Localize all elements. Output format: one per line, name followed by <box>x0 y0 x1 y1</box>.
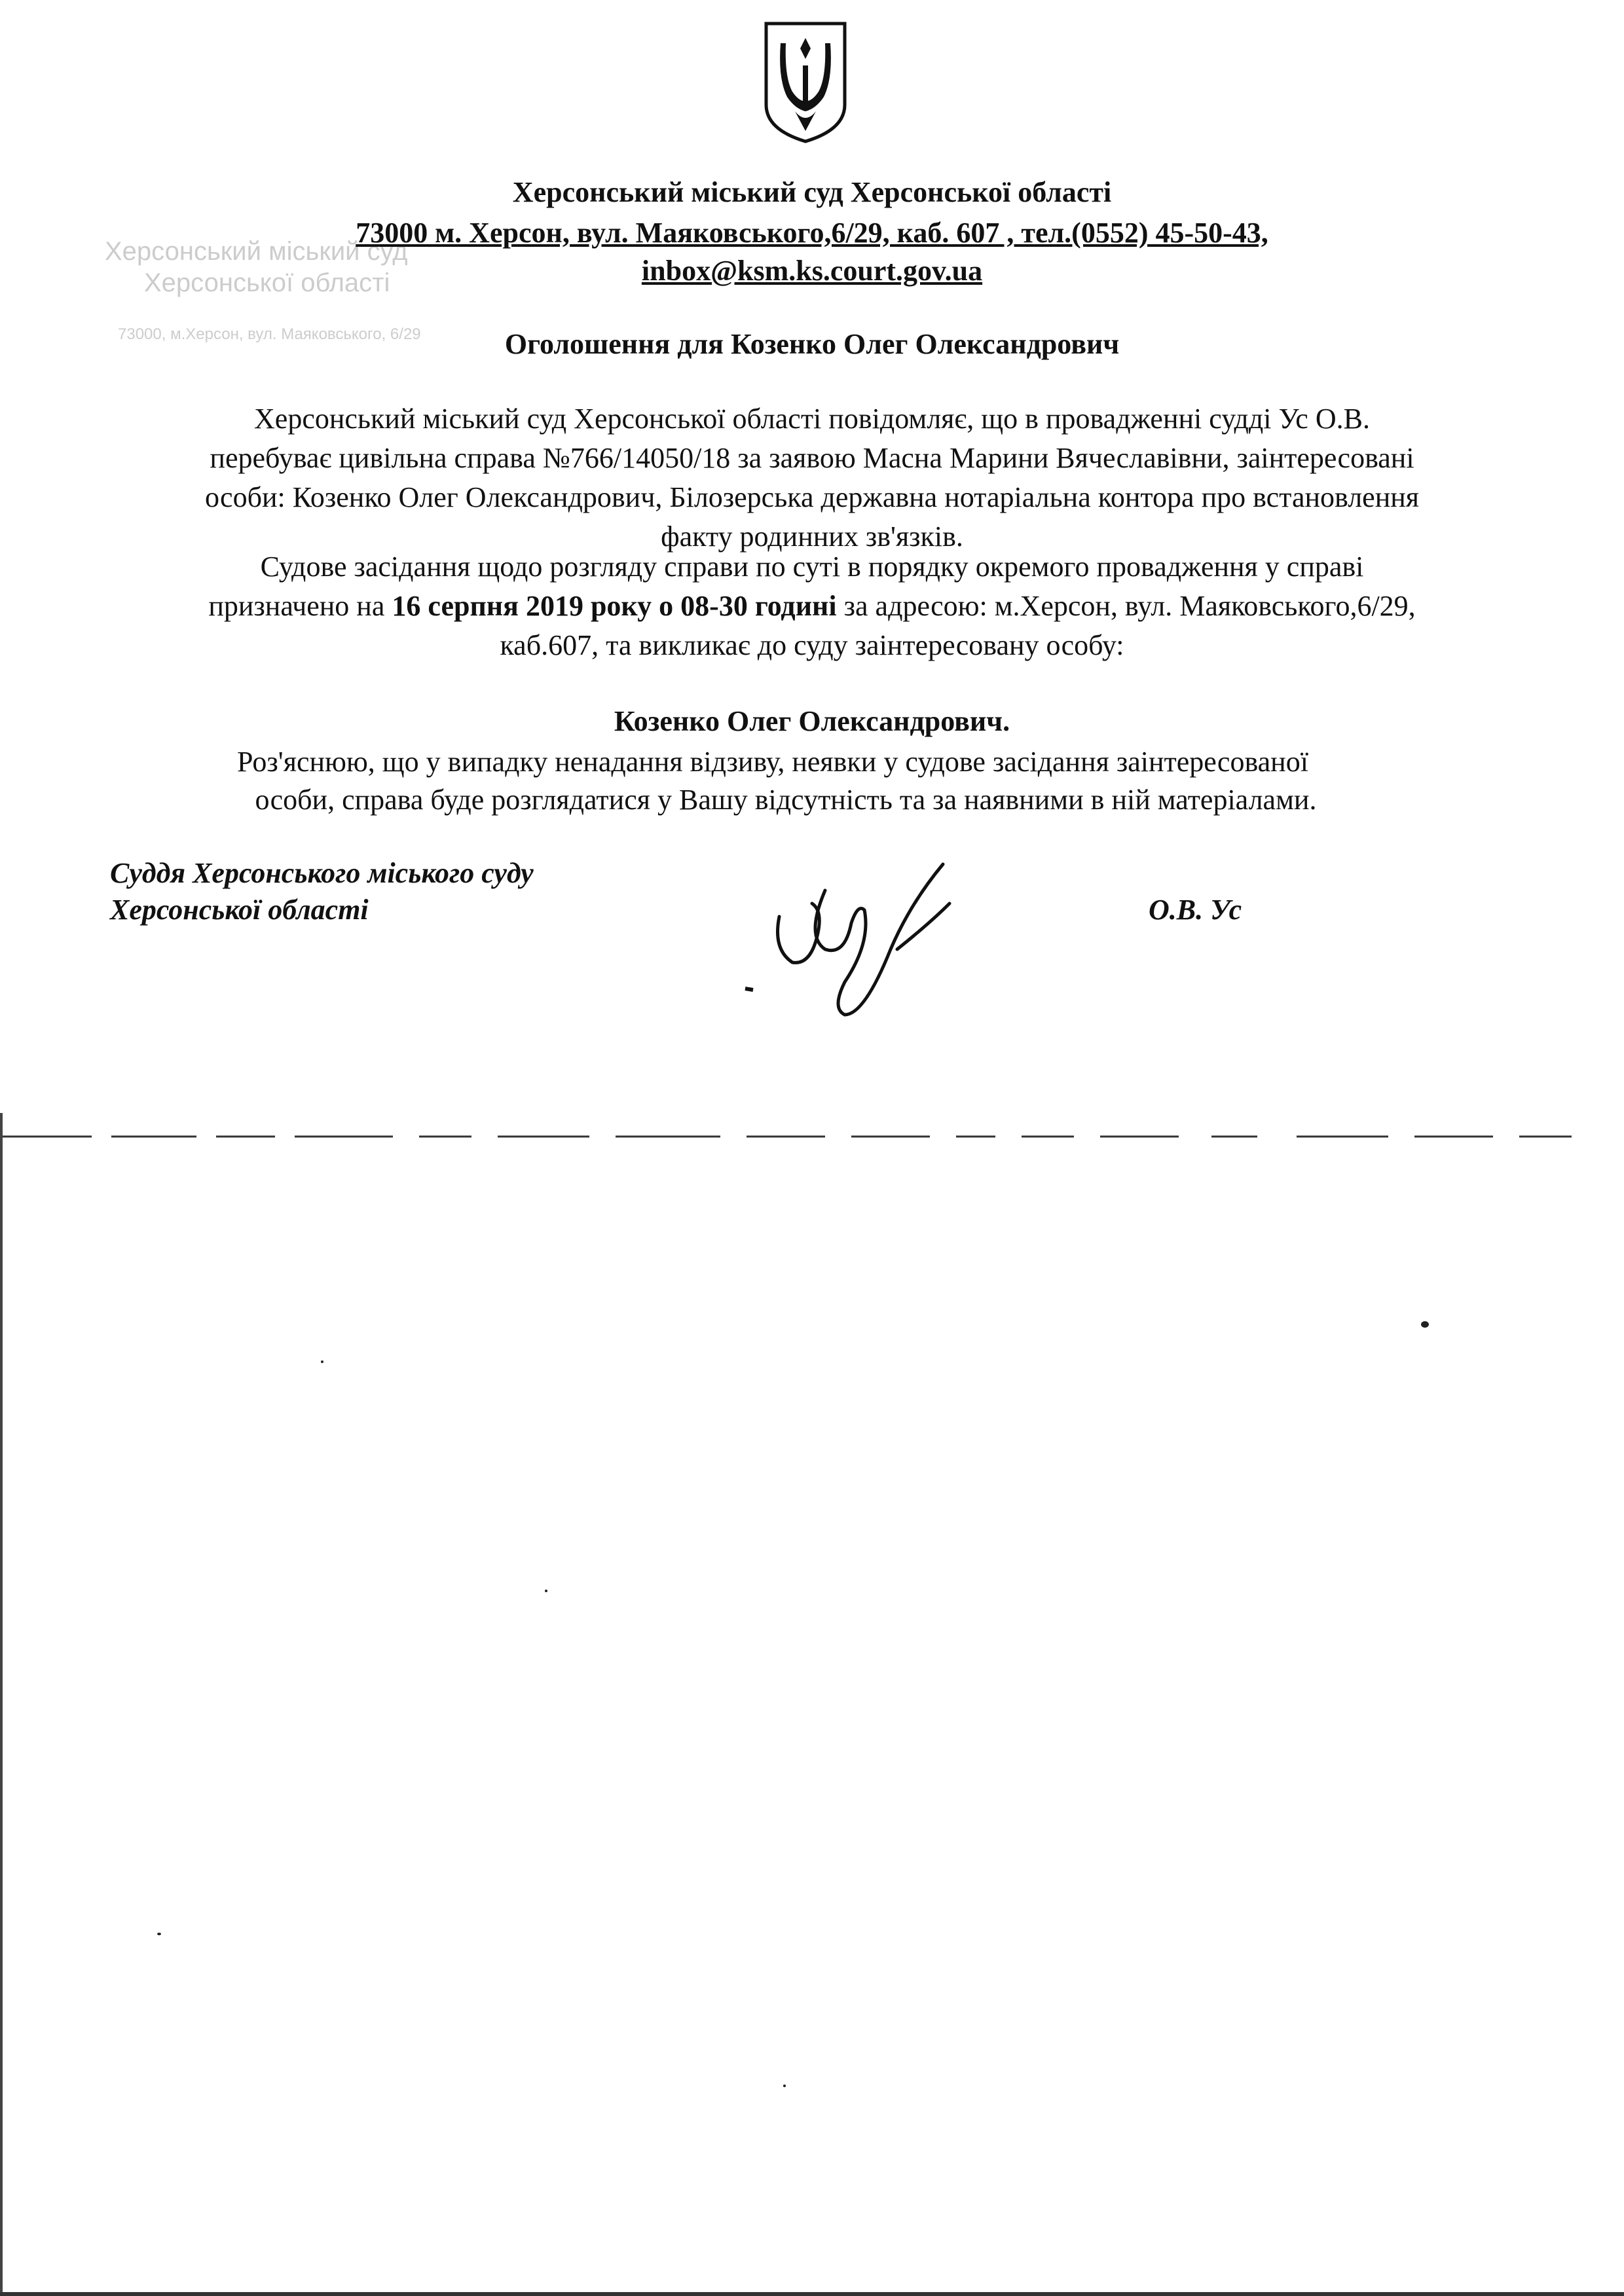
hearing-datetime: 16 серпня 2019 року о 08-30 годині <box>392 590 837 622</box>
court-email: inbox@ksm.ks.court.gov.ua <box>641 255 983 287</box>
explanation-line: Роз'яснюю, що у випадку ненадання відзиву, неявки у судове засідання заінтересованої <box>237 746 1308 778</box>
scan-speck <box>545 1590 547 1592</box>
notice-line: особи: Козенко Олег Олександрович, Білозерська державна нотаріальна контора про встановлення <box>204 481 1420 513</box>
notice-line: каб.607, та викликає до суду заінтересовану особу: <box>500 629 1124 661</box>
scan-bottom-edge <box>0 2292 1624 2296</box>
handwritten-signature <box>733 851 995 1034</box>
notice-line: Судове засідання щодо розгляду справи по суті в порядку окремого провадження у справі <box>260 551 1364 583</box>
notice-line: факту родинних зв'язків. <box>661 520 963 553</box>
notice-line: Херсонський міський суд Херсонської області повідомляє, що в провадженні судді Ус О.В. <box>254 403 1370 435</box>
stamp-line: 73000, м.Херсон, вул. Маяковського, 6/29 <box>118 325 421 343</box>
stamp-line: Херсонський міський суд <box>105 237 408 266</box>
court-name: Херсонський міський суд Херсонської області <box>512 176 1112 208</box>
summoned-person: Козенко Олег Олександрович. <box>614 705 1010 737</box>
judge-court: Херсонської області <box>110 894 369 926</box>
scan-speck <box>783 2085 786 2087</box>
judge-role: Суддя Херсонського міського суду <box>110 857 534 889</box>
scan-speck <box>321 1360 323 1363</box>
scan-left-edge <box>0 1113 3 2296</box>
stamp-line: Херсонської області <box>144 268 390 297</box>
judge-name: О.В. Ус <box>1149 894 1242 926</box>
notice-hearing-line <box>0 588 1624 625</box>
notice-line: перебуває цивільна справа №766/14050/18 за заявою Масна Марини Вячеславівни, заінтересовані <box>210 442 1414 474</box>
court-address: 73000 м. Херсон, вул. Маяковського,6/29, каб. 607 , тел.(0552) 45-50-43, <box>356 217 1268 249</box>
trident-emblem-icon <box>761 20 850 144</box>
notice-title: Оголошення для Козенко Олег Олександрович <box>504 328 1120 360</box>
hearing-prefix: призначено на <box>208 590 392 622</box>
scan-fold-line <box>0 1133 1624 1140</box>
scan-speck <box>157 1933 161 1935</box>
explanation-line: особи, справа буде розглядатися у Вашу відсутність та за наявними в ній матеріалами. <box>255 784 1317 816</box>
hearing-suffix: за адресою: м.Херсон, вул. Маяковського,6/29, <box>836 590 1416 622</box>
scan-speck <box>1421 1321 1429 1328</box>
